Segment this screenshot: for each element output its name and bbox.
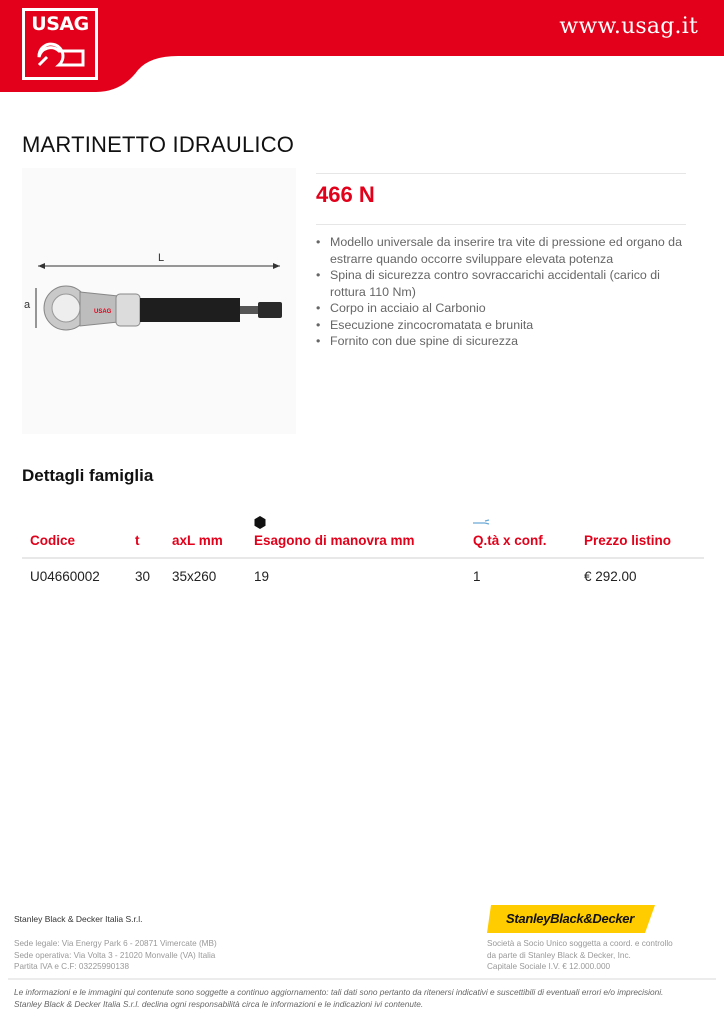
disclaimer [14, 987, 714, 1010]
wrench-logo-icon [33, 39, 89, 75]
column-header-price: Prezzo listino [584, 533, 672, 548]
registration-line: da parte di Stanley Black & Decker, Inc. [487, 950, 631, 960]
column-header-hex: Esagono di manovra mm [254, 533, 415, 548]
table-cell-code[interactable]: U04660002 [30, 569, 100, 584]
table-cell-t: 30 [135, 569, 151, 584]
site-url-link[interactable]: www.usag.it [559, 14, 698, 39]
length-label: L [158, 252, 165, 264]
column-header-t: t [135, 533, 140, 548]
page-title: MARTINETTO IDRAULICO [22, 132, 295, 157]
footer-divider [8, 978, 716, 980]
table-cell-price: € 292.00 [584, 569, 637, 584]
hexagon-icon [254, 516, 266, 529]
address-line: Sede legale: Via Energy Park 6 - 20871 Vimercate (MB) [14, 939, 217, 948]
table-divider [22, 557, 704, 559]
feature-item: • Spina di sicurezza contro sovraccarichi accidentali (carico di rottura 110 Nm) [316, 267, 696, 300]
header-banner [0, 0, 724, 92]
usag-logo[interactable] [22, 8, 98, 80]
disclaimer-line: Stanley Black & Decker Italia S.r.l. declina ogni responsabilità circa le informazioni e le indicazioni ivi contenute. [14, 998, 424, 1009]
logo-text: USAG [31, 13, 89, 35]
divider-bottom [316, 224, 686, 225]
sbd-logo-text: StanleyBlack&Decker [506, 911, 634, 926]
height-label: a [24, 299, 31, 311]
feature-item: • Modello universale da inserire tra vite di pressione ed organo da estrarre quando occorre sviluppare elevata potenza [316, 234, 696, 267]
registration-line: Capitale Sociale I.V. € 12.000.000 [487, 962, 611, 971]
registration-line: Società a Socio Unico soggetta a coord. e controllo [487, 939, 673, 948]
feature-item: • Fornito con due spine di sicurezza [316, 333, 696, 350]
product-force: 466 N [316, 182, 375, 207]
feature-item: • Corpo in acciaio al Carbonio [316, 300, 696, 317]
column-header-code: Codice [30, 533, 76, 548]
table-cell-qty: 1 [473, 569, 481, 584]
table-cell-hex: 19 [254, 569, 270, 584]
tool-brand-mark: USAG [94, 309, 112, 315]
column-header-qty: Q.tà x conf. [473, 533, 547, 548]
section-title: Dettagli famiglia [22, 466, 154, 485]
feature-item: • Esecuzione zincocromatata e brunita [316, 317, 696, 334]
table-cell-size: 35x260 [172, 569, 217, 584]
disclaimer-line: Le informazioni e le immagini qui contenute sono soggette a continuo aggiornamento: tali dati sono pertanto da ritenersi indicativi e suscettibili di eventuali errori e/o imprecisioni. [14, 987, 664, 997]
column-header-size: axL mm [172, 533, 223, 548]
address-line: Partita IVA e C.F: 03225990138 [14, 962, 130, 971]
company-name: Stanley Black & Decker Italia S.r.l. [14, 914, 143, 924]
address-line: Sede operativa: Via Volta 3 - 21020 Monvalle (VA) Italia [14, 950, 216, 960]
registration-info [487, 938, 673, 973]
product-image [22, 168, 296, 434]
wrench-icon [472, 518, 490, 526]
company-address [14, 938, 217, 973]
divider-top [316, 173, 686, 174]
feature-list [316, 234, 696, 350]
